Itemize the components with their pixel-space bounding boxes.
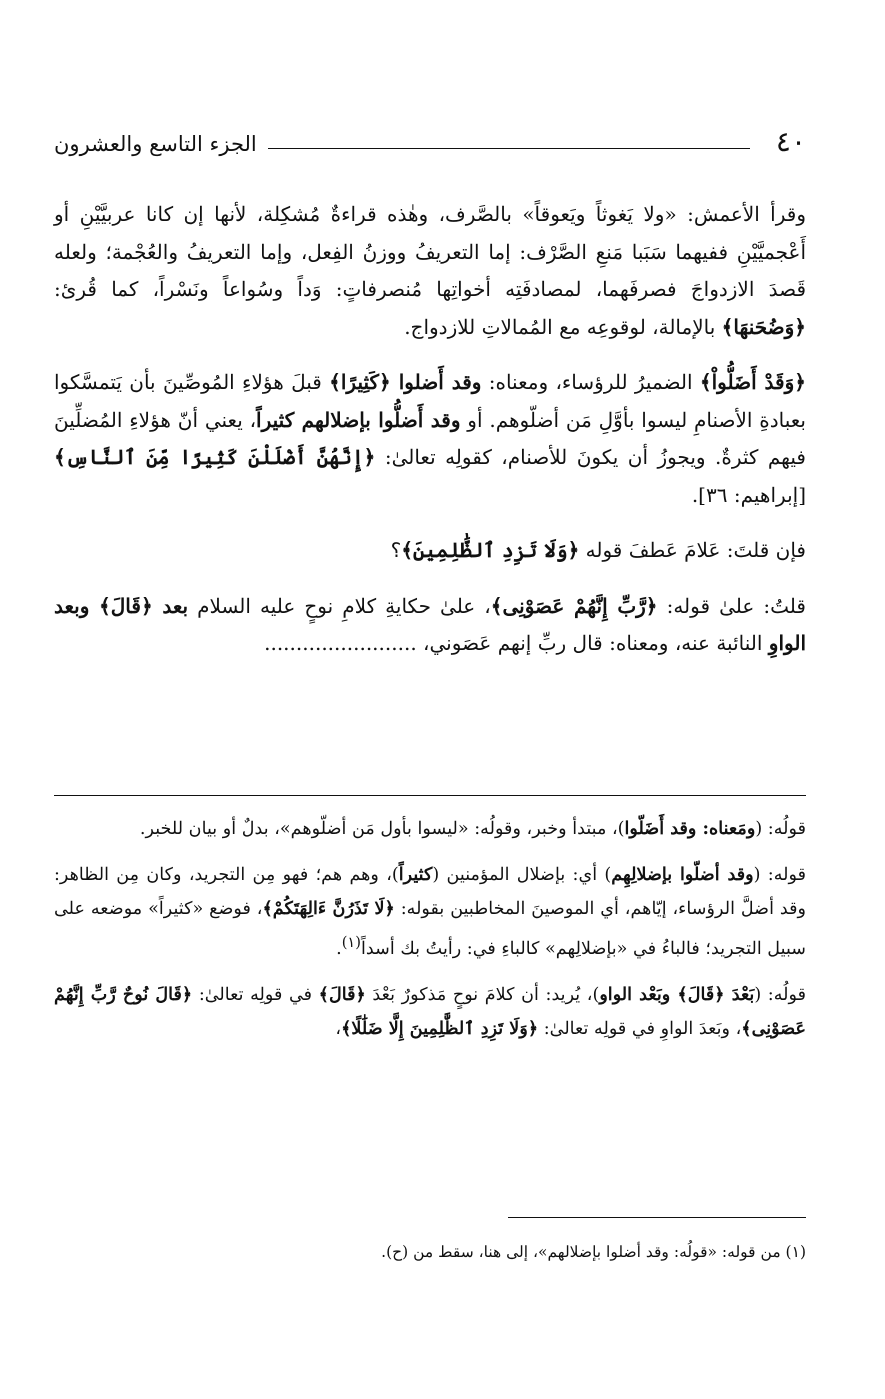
text-segment: بالإمالة، لوقوعِه مع المُمالاتِ للازدواج. (404, 314, 722, 339)
quran-quote: ﴿وَضُحَنهَا﴾ (721, 314, 806, 339)
bold-phrase: وقد أضلّوا بإضلالِهِم (611, 864, 754, 885)
paragraph-1 (54, 196, 806, 346)
quran-quote: ﴿قَالَ﴾ (677, 983, 732, 1005)
quran-quote: ﴿وَقَدْ أَضَلُّواْ﴾ (699, 370, 806, 394)
text-segment: قبلَ هؤلاءِ المُوصِّينَ بأن يَتمسَّكوا بعبادةِ الأصنامِ ليسوا بأوَّلِ مَن أضلّوهم. أو (54, 370, 806, 432)
bold-phrase: بعد (162, 593, 189, 618)
commentary-section (54, 812, 806, 1058)
text-segment: )، يُريد: أن كلامَ نوحٍ مَذكورٌ بَعْدَ (365, 984, 600, 1005)
bold-phrase: وبعد الواوِ (54, 593, 806, 655)
running-title: الجزء التاسع والعشرون (54, 132, 257, 156)
text-segment: ، (335, 1018, 342, 1039)
text-segment: وقرأ الأعمش: «ولا يَغوثاً ويَعوقاً» بالصَّرف، وهٰذه قراءةٌ مُشكِلة، لأنها إن كانا عربيَّيْنِ أو أَعْجميَّيْنِ ففيهما سَبَبا مَنعِ الصَّرْف: إما التعريفُ ووزنُ الفِعل، وإما التعريفُ والعُجْمة؛ ولعله قَصدَ الازدواجَ فصرفَهما، لمصادفَتِه أخواتِها مُنصرفاتٍ: وَداً وسُواعاً ونَسْراً، كما قُرئ: (54, 202, 806, 301)
bold-phrase: ومَعناه: وقد أَضَلّوا (624, 818, 756, 839)
book-page (54, 0, 806, 1399)
text-segment: فإن قلتَ: عَلامَ عَطفَ قوله (579, 538, 806, 562)
commentary-2 (54, 858, 806, 966)
text-segment: قلتُ: علىٰ قوله: (657, 593, 806, 618)
bold-phrase: وقد أَضلُّوا بإضلالهم كثيراً (256, 407, 461, 432)
bold-phrase: بَعْدَ (731, 983, 755, 1005)
quran-quote: ﴿إِنَّهُنَّ أَضْلَلْنَ كَثِيرًا مِّنَ ٱلنَّاسِ﴾ (54, 445, 376, 469)
quran-quote: ﴿وَلَا تَزِدِ ٱلظَّٰلِمِينَ﴾ (401, 538, 580, 562)
header-rule (268, 148, 750, 149)
quran-quote: ﴿كَثِيرًا﴾ (329, 370, 399, 394)
quran-quote: ﴿قَالَ نُوحٌ رَّبِّ إِنَّهُمْ عَصَوْنِى﴾ (54, 983, 806, 1039)
footnote-marker[interactable]: (١) (341, 934, 361, 951)
bold-phrase: كثيراً (398, 864, 433, 885)
quran-quote: ﴿قَالَ﴾ (318, 983, 366, 1005)
footnote: (١) من قوله: «قولُه: وقد أضلوا بإضلالهم»، إلى هنا، سقط من (ح). (381, 1243, 806, 1261)
text-segment: ، علىٰ حكايةِ كلامِ نوحٍ عليه السلام (188, 593, 491, 618)
commentary-separator (54, 795, 806, 796)
quran-quote: ﴿قَالَ﴾ (99, 593, 163, 618)
text-segment: ؟ (390, 538, 402, 562)
text-segment: )، وهم هم؛ فهو مِن التجريد، وكان مِن الظاهر: وقد أضلَّ الرؤساء، إيّاهم، أي الموصينَ المخاطبين بقوله: (54, 865, 807, 919)
text-segment: ، فوضع «كثيراً» موضعه على سبيل التجريد؛ فالباءُ في «بإضلالِهم» كالباءِ في: رأيتُ بك أسداً (54, 899, 806, 959)
paragraph-3 (54, 532, 806, 570)
main-text (54, 196, 806, 681)
text-segment: ، وبَعدَ الواوِ في قولِه تعالىٰ: (538, 1018, 742, 1039)
bold-phrase: وقد أَضلوا (398, 370, 482, 394)
commentary-1 (54, 812, 806, 846)
text-segment: ، يعني أنّ هؤلاءِ المُضلِّينَ فيهم كثرةٌ. ويجوزُ أن يكونَ للأصنام، كقولِه تعالىٰ: (54, 407, 806, 469)
text-segment: قوله: ( (753, 865, 806, 885)
quran-quote: ﴿لَا تَذَرُنَّ ءَالِهَتَكُمْ﴾ (262, 898, 395, 919)
bold-phrase: وبَعْد الواو (599, 983, 678, 1005)
quran-quote: ﴿رَّبِّ إِنَّهُمْ عَصَوْنِى﴾ (490, 593, 658, 618)
verse-reference: [إبراهيم: ٣٦]. (691, 482, 806, 507)
footnote-rule (508, 1217, 806, 1218)
text-segment: الضميرُ للرؤساء، ومعناه: (481, 370, 700, 394)
text-segment: النائبة عنه، ومعناه: قال ربِّ إنهم عَصَوني، (416, 631, 769, 655)
commentary-3 (54, 978, 806, 1046)
text-segment: ) أي: بإضلال المؤمنين ( (432, 865, 612, 885)
page-number: ٤٠ (775, 125, 806, 158)
text-segment: . (336, 938, 342, 959)
page-header (54, 126, 806, 162)
quran-quote: ﴿وَلَا تَزِدِ ٱلظَّٰلِمِينَ إِلَّا ضَلَٰلًا﴾ (341, 1017, 539, 1039)
text-segment: قولُه: ( (755, 819, 806, 839)
paragraph-2 (54, 364, 806, 514)
paragraph-4 (54, 588, 806, 663)
text-segment: قولُه: ( (754, 984, 807, 1005)
continuation-dots: ........................ (264, 631, 417, 655)
text-segment: )، مبتدأ وخبر، وقولُه: «ليسوا بأول مَن أضلّوهم»، بدلٌ أو بيان للخبر. (139, 819, 625, 839)
text-segment: في قولِه تعالىٰ: (192, 984, 319, 1005)
